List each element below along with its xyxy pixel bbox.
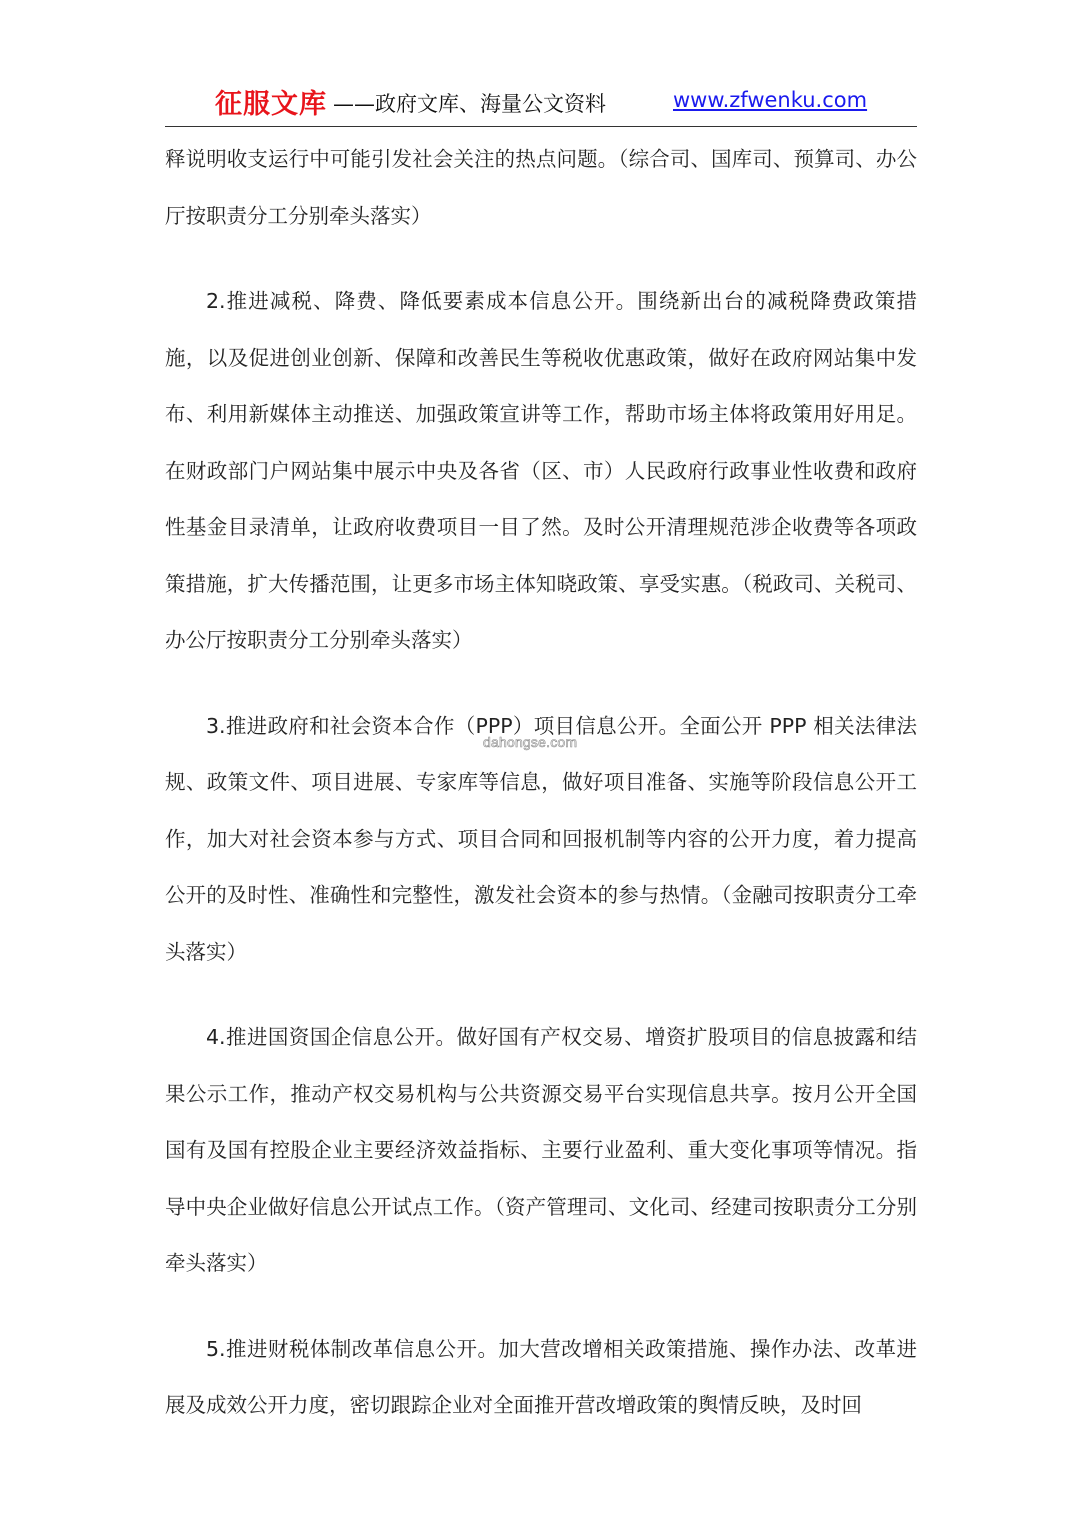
header-tagline: ——政府文库、海量公文资料 xyxy=(333,92,606,116)
paragraph-item-2: 2.推进减税、降费、降低要素成本信息公开。围绕新出台的减税降费政策措施，以及促进创业创新、保障和改善民生等税收优惠政策，做好在政府网站集中发布、利用新媒体主动推送、加强政策宣讲等工作，帮助市场主体将政策用好用足。在财政部门户网站集中展示中央及各省（区、市）人民政府行政事业性收费和政府性基金目录清单，让政府收费项目一目了然。及时公开清理规范涉企收费等各项政策措施，扩大传播范围，让更多市场主体知晓政策、享受实惠。（税政司、关税司、办公厅按职责分工分别牵头落实） xyxy=(165,289,917,652)
paragraph-item-5: 5.推进财税体制改革信息公开。加大营改增相关政策措施、操作办法、改革进展及成效公开力度，密切跟踪企业对全面推开营改增政策的舆情反映，及时回 xyxy=(165,1336,917,1417)
paragraph-continuation: 释说明收支运行中可能引发社会关注的热点问题。（综合司、国库司、预算司、办公厅按职责分工分别牵头落实） xyxy=(165,147,917,228)
document-body xyxy=(165,131,917,1434)
page-header xyxy=(165,80,917,127)
paragraph-item-4: 4.推进国资国企信息公开。做好国有产权交易、增资扩股项目的信息披露和结果公示工作，推动产权交易机构与公共资源交易平台实现信息共享。按月公开全国国有及国有控股企业主要经济效益指标、主要行业盈利、重大变化事项等情况。指导中央企业做好信息公开试点工作。（资产管理司、文化司、经建司按职责分工分别牵头落实） xyxy=(165,1025,917,1275)
paragraph-item-3: 3.推进政府和社会资本合作（PPP）项目信息公开。全面公开 PPP 相关法律法规、政策文件、项目进展、专家库等信息，做好项目准备、实施等阶段信息公开工作，加大对社会资本参与方式、项目合同和回报机制等内容的公开力度，着力提高公开的及时性、准确性和完整性，激发社会资本的参与热情。（金融司按职责分工牵头落实） xyxy=(165,713,917,964)
website-link[interactable]: www.zfwenku.com xyxy=(673,88,868,112)
watermark: dahongse.com xyxy=(483,734,578,750)
brand-logo-text: 征服文库 xyxy=(215,89,327,120)
